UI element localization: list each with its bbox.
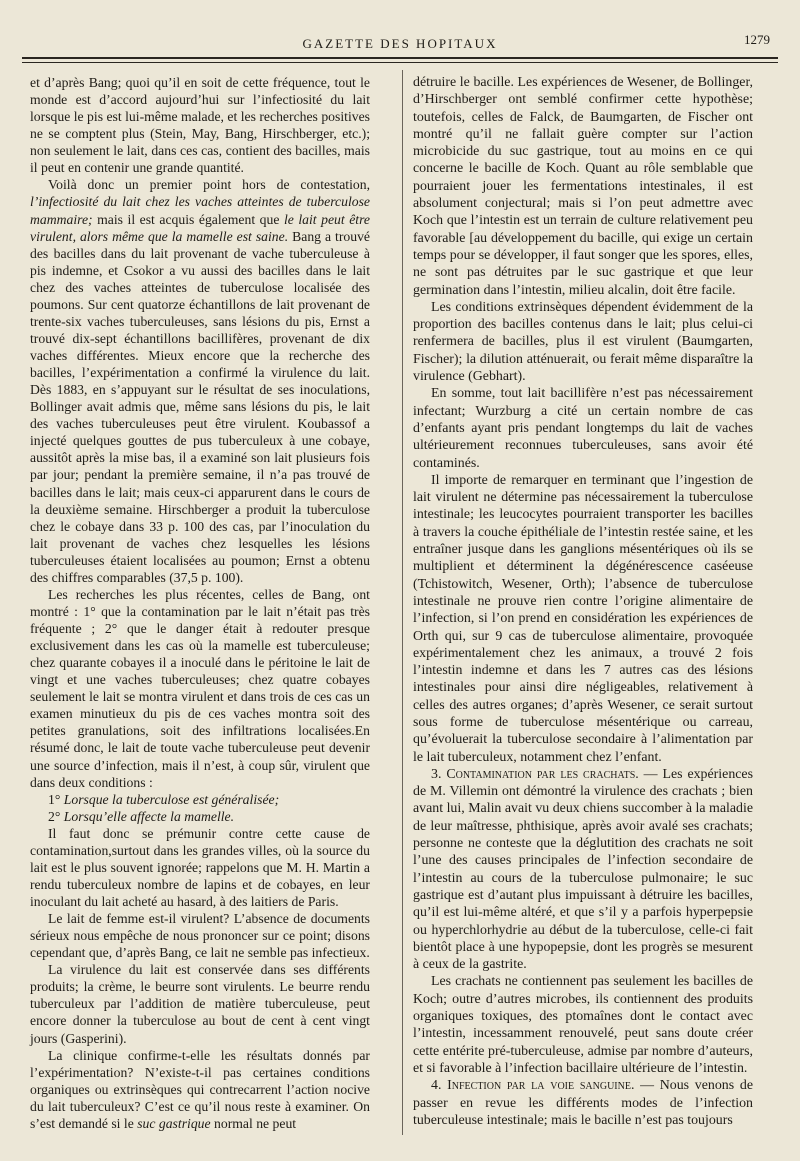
right-paragraph-2: Les conditions extrinsèques dépendent évidemment de la proportion des bacilles contenus dans le lait; plus celui-ci renfermera de bacilles, plus il est virulent (Baumgarten, Fischer); la dilution atténuerait, ou ferait même disparaître la virulence (Gebhart). — [413, 299, 753, 385]
right-paragraph-3: En somme, tout lait bacillifère n’est pas nécessairement infectant; Wurzburg a cité un certain nombre de cas d’enfants ayant pris pendant longtemps du lait de vaches ultérieurement reconnues tuberculeuses, sans avoir été contaminés. — [413, 386, 753, 471]
column-divider — [402, 70, 403, 1135]
left-column — [30, 74, 370, 1132]
condition-item-1-text: Lorsque la tuberculose est généralisée; — [63, 791, 280, 807]
condition-item-1-number: 1° — [48, 791, 64, 807]
section-4-heading: 4. Infection par la voie sanguine. — [431, 1078, 635, 1094]
left-paragraph-2-emphasis-1: l’infectiosité du lait chez les vaches atteintes de tuberculose mammaire; — [30, 194, 370, 227]
section-4-paragraph — [413, 1077, 753, 1129]
left-paragraph-1: et d’après Bang; quoi qu’il en soit de cette fréquence, tout le monde est d’accord aujourd’hui sur l’infectiosité du lait lorsque le pis est lui-même malade, et les recherches positives ne se comptent plus (Stein, May, Bang, Hirschberger, etc.); non seulement le lait, dans ces cas, contient des bacilles, mais il peut en contenir une grande quantité. — [30, 75, 370, 176]
right-column — [413, 74, 753, 1129]
condition-item-2-number: 2° — [48, 808, 64, 824]
left-paragraph-2-text-a: Voilà donc un premier point hors de contestation, — [48, 177, 370, 193]
left-paragraph-7 — [30, 1047, 370, 1132]
left-paragraph-2-emphasis-2: le lait peut être virulent, alors même que la mamelle est saine. — [30, 211, 371, 244]
left-paragraph-3: Les recherches les plus récentes, celles de Bang, ont montré : 1° que la contamination par le lait n’était pas très fréquente ; 2° que le danger était à redouter presque exclusivement dans les cas où la mamelle est tuberculeuse; chez quarante cobayes il a inoculé dans le péritoine le lait de vingt et une vaches tuberculeuses; chez quatre cobayes seulement le lait se montra virulent et dans trois de ces cas un examen minutieux du pis de ces vaches montra soit des petites granulations, soit des infiltrations localisées.En résumé donc, le lait de toute vache tuberculeuse peut devenir une source d’infection, mais il n’est, à coup sûr, virulent que dans deux conditions : — [30, 586, 370, 790]
condition-item-2 — [30, 808, 370, 825]
left-paragraph-2-text-b: mais il est acquis également que — [92, 211, 284, 227]
page-header — [0, 30, 800, 56]
left-paragraph-5: Le lait de femme est-il virulent? L’absence de documents sérieux nous empêche de nous prononcer sur ce point; disons cependant que, d’après Bang, ce lait ne semble pas infectieux. — [30, 911, 370, 961]
running-title: GAZETTE DES HOPITAUX — [302, 36, 498, 51]
left-paragraph-2-text-c: Bang a trouvé des bacilles dans du lait provenant de vache tuberculeuse à pis indemne, et Csokor a vu aussi des bacilles dans le lait chez des vaches atteintes de tuberculose localisée des poumons. Sur cent quatorze échantillons de lait provenant de trente-six vaches tuberculeuses, sans lésions du pis, Ernst a trouvé dix-sept échantillons bacillifères, provenant de dix vaches différentes. Mieux encore que la recherche des bacilles, l’expérimentation a confirmé la virulence du lait. Dès 1883, en s’appuyant sur le résultat de ses inoculations, Bollinger avait admis que, même sans lésions du pis, le lait des vaches tuberculeuses peut être virulent. Koubassof a injecté quelques gouttes de pus tuberculeux à une cobaye, aussitôt après la mise bas, il a examiné son lait plusieurs fois par jour; pendant la première semaine, il n’a pas trouvé de bacilles dans le lait; mais ceux-ci apparurent dans le cours de la deuxième semaine. Hirschberger a produit la tuberculose chez le cobaye dans 33 p. 100 des cas, par l’inoculation du lait provenant de vaches chez lesquelles les lésions tuberculeuses étaient localisées au poumon; Ernst a obtenu des chiffres comparables (37,5 p. 100). — [30, 228, 371, 585]
header-rule-thin — [22, 62, 778, 63]
left-paragraph-6: La virulence du lait est conservée dans ses différents produits; la crème, le beurre sont virulents. Le beurre rendu tuberculeux par l’addition de matière tuberculeuse, peut encore donner la tuberculose au bout de cent à cent vingt jours (Gasperini). — [30, 962, 370, 1046]
left-paragraph-4: Il faut donc se prémunir contre cette cause de contamination,surtout dans les grandes villes, où la source du lait est le plus souvent ignorée; rappelons que M. H. Martin a rendu tuberculeux nombre de lapins et de cobayes, en leur inoculant du lait acheté au hasard, à des laitiers de Paris. — [30, 825, 370, 909]
right-paragraph-5: Les crachats ne contiennent pas seulement les bacilles de Koch; outre d’autres microbes, ils contiennent des produits organiques toxiques, des ptomaînes dont le contact avec l’intestin, incessamment renouvelé, peut sans doute créer cette entérite pré-tuberculeuse, admise par nombre d’auteurs, et si favorable à l’infection bacillaire ultérieure de l’intestin. — [413, 974, 753, 1076]
section-3-paragraph — [413, 766, 753, 974]
section-3-text: — Les expériences de M. Villemin ont démontré la virulence des crachats ; bien avant lui, Malin avait vu deux chiens succomber à la maladie de leur maîtresse, phthisique, après avoir avalé ses crachats; personne ne conteste que la déglutition des crachats ne soit l’une des causes principales de l’infection secondaire de l’intestin au cours de la tuberculose pulmonaire; le suc gastrique est d’autant plus impuissant à détruire les bacilles, qu’il est lui-même altéré, et que s’il y a parfois hyperpepsie ou hyperchlorhydrie au début de la tuberculose, celle-ci fait bientôt place à une hypopepsie, dont les progrès se mesurent à ceux de la gastrite. — [413, 766, 753, 973]
right-paragraph-4: Il importe de remarquer en terminant que l’ingestion de lait virulent ne détermine pas nécessairement la tuberculose intestinale; les leucocytes pourraient transporter les bacilles à travers la couche épithéliale de l’intestin restée saine, et les entraîner jusque dans les ganglions mésentériques où ils se multiplient et déterminent la dégénérescence caséeuse (Tchistowitch, Wesener, Orth); l’absence de tuberculose intestinale ne prouve rien contre l’origine alimentaire de l’infection, si l’on prend en considération les expériences de Orth qui, sur 9 cas de tuberculose alimentaire, provoquée expérimentalement chez les animaux, a trouvé 2 fois l’intestin indemne et dans les 7 autres cas des lésions intestinales pour ainsi dire négligeables, relativement à celles des autres organes; d’après Wesener, ce serait surtout sous forme de tuberculose mésentérique ou carreau, qu’évoluerait la tuberculose secondaire à l’alimentation par le lait tuberculeux, notamment chez l’enfant. — [413, 472, 753, 765]
section-3-heading: 3. Contamination par les crachats. — [431, 766, 639, 782]
left-paragraph-7-emphasis: suc gastrique — [137, 1115, 211, 1131]
left-paragraph-7-text-b: normal ne peut — [210, 1115, 297, 1131]
section-4-text: — Nous venons de passer en revue les différents modes de l’infection tuberculeuse intestinale; mais le bacille n’est pas toujours — [413, 1078, 753, 1128]
condition-item-1 — [30, 791, 370, 808]
left-paragraph-2 — [30, 176, 370, 586]
page-number: 1279 — [744, 32, 770, 47]
condition-item-2-text: Lorsqu’elle affecte la mamelle. — [63, 808, 235, 824]
header-rule-thick — [22, 57, 778, 59]
left-paragraph-7-text-a: La clinique confirme-t-elle les résultats donnés par l’expérimentation? N’existe-t-il pas certaines conditions organiques ou extrinsèques qui contrecarrent l’action nocive du lait tuberculeux? C’est ce qu’il nous reste à examiner. On s’est demandé si le — [30, 1047, 370, 1131]
right-paragraph-1: détruire le bacille. Les expériences de Wesener, de Bollinger, d’Hirschberger ont semblé confirmer cette hypothèse; toutefois, celles de Falck, de Baumgarten, de Fischer ont montré qu’il ne fallait guère compter sur l’action microbicide du suc gastrique, tout au moins en ce qui concerne le bacille de Koch. Quant au rôle semblable que pourraient jouer les fermentations intestinales, il est absolument conjectural; mais si l’on peut admettre avec Koch que l’intestin est un terrain de culture relativement peu favorable [au développement du bacille, qui exige un certain temps pour se développer, il faut songer que les spores, elles, ne sont pas détruites par le suc gastrique et que leur germination dans l’intestin, milieu alcalin, doit être facile. — [413, 75, 753, 298]
